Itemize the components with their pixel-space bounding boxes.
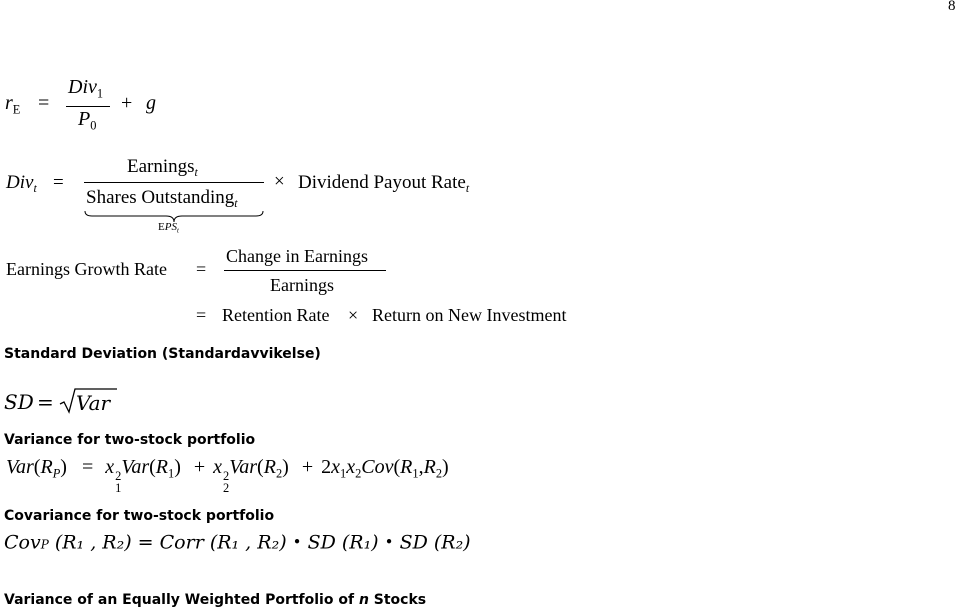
page-number: 8 (948, 0, 956, 14)
eq3-fraction-bar (224, 270, 386, 271)
bullet-2: • (384, 533, 394, 551)
sd-r1: SD (R₁) (307, 531, 379, 554)
r1-sub-b: 1 (412, 466, 419, 481)
eq3-lhs: Earnings Growth Rate (6, 259, 167, 279)
sd-r2: SD (R₂) (399, 531, 471, 554)
eq1-denominator-sub: 0 (90, 118, 97, 133)
cov-label: Cov (361, 456, 394, 478)
eq1-fraction-bar (66, 106, 110, 107)
eq3-numerator: Change in Earnings (226, 246, 368, 266)
covariance-heading: Covariance for two-stock portfolio (4, 508, 275, 524)
eq2-times: × (274, 171, 285, 192)
eq2-brace-label-e: E (158, 221, 165, 233)
eq1-numerator: Div (68, 76, 97, 98)
r2-sub-b: 2 (435, 466, 443, 481)
eq2-denominator: Shares Outstanding (86, 187, 235, 208)
r2-sub-a: 2 (275, 466, 283, 481)
r-symbol-4: R (400, 456, 413, 478)
r1-sub-a: 1 (168, 466, 175, 481)
cov-corr-expression: (R₁ , R₂) = Corr (R₁ , R₂) (54, 531, 287, 554)
equal-weight-heading-b: Stocks (368, 592, 427, 608)
x1-sub-b: 1 (339, 466, 347, 481)
r-symbol-2: R (155, 456, 168, 478)
eq2-brace-label-ps: PS (164, 221, 177, 233)
cov-sub-p: P (40, 537, 49, 552)
eq3-equals: = (196, 259, 207, 279)
eq2-rhs-sub: t (465, 182, 470, 196)
equation-dividend (0, 150, 520, 240)
eq2-brace-label-sub: t (176, 227, 179, 235)
x1-sub: 1 (115, 481, 122, 496)
bullet-1: • (292, 533, 302, 551)
equation-retention (0, 304, 620, 330)
eq4-times: × (348, 305, 359, 325)
sd-lhs: SD (4, 390, 34, 414)
eq2-lhs-sub: t (33, 182, 37, 196)
eq1-plus: + (121, 92, 133, 114)
equal-weight-heading (4, 592, 426, 608)
variance-formula: $Var(R_P) = x$ 2 1 $Var(R_1) + x$ 2 2 $Var(R_2) + 2x_1x_2Cov(R_1,R_2)$ (6, 456, 449, 496)
eq1-equals: = (38, 92, 50, 114)
eq1-denominator: P (78, 108, 91, 130)
equation-cost-of-equity (0, 72, 200, 142)
x-symbol-3: x (331, 456, 340, 478)
equation-earnings-growth (0, 244, 420, 300)
equal-weight-heading-a: Variance of an Equally Weighted Portfolio of (4, 592, 359, 608)
x-symbol-2: x (213, 456, 223, 478)
sd-formula (4, 388, 134, 418)
r-symbol-3: R (263, 456, 276, 478)
x1-power: 2 (115, 468, 122, 483)
eq1-growth: g (146, 92, 156, 114)
eq4-retention-rate: Retention Rate (222, 305, 330, 325)
x2-power: 2 (223, 468, 230, 483)
x-symbol-4: x (346, 456, 356, 478)
eq2-fraction-bar (84, 182, 264, 183)
eq2-equals: = (53, 172, 64, 193)
eq3-denominator: Earnings (270, 275, 334, 295)
r-symbol-1: R (40, 456, 53, 478)
r-symbol-5: R (423, 456, 436, 478)
eq2-numerator-sub: t (194, 166, 198, 180)
eq4-return-on-investment: Return on New Investment (372, 305, 567, 325)
eq2-rhs: Dividend Payout Rate (298, 172, 466, 193)
equal-weight-heading-n: n (358, 592, 369, 608)
x-symbol-1: x (105, 456, 115, 478)
variance-equals: = (81, 456, 94, 478)
eq1-lhs-sub: E (12, 102, 21, 117)
variance-plus-1: + (193, 456, 206, 478)
sd-rhs: Var (76, 391, 111, 415)
eq2-lhs: Div (6, 172, 34, 193)
sd-heading: Standard Deviation (Standardavvikelse) (4, 346, 321, 362)
var-label-2: Var (121, 456, 150, 478)
eq4-equals: = (196, 305, 207, 325)
r-sub-p: P (52, 466, 61, 481)
eq1-lhs-var: r (5, 92, 13, 114)
x2-sub-b: 2 (355, 466, 362, 481)
eq1-numerator-sub: 1 (96, 86, 104, 101)
x2-sub: 2 (223, 481, 230, 496)
cov-coefficient: 2 (321, 456, 332, 478)
eq2-numerator: Earnings (127, 156, 195, 177)
covariance-formula (4, 528, 471, 559)
eq2-denominator-sub: t (234, 197, 238, 211)
cov-symbol: Cov (4, 531, 41, 554)
var-label-3: Var (229, 456, 258, 478)
var-label-1: Var (6, 456, 34, 478)
variance-heading: Variance for two-stock portfolio (4, 432, 256, 448)
sd-equals: = (37, 390, 54, 414)
variance-plus-2: + (301, 456, 314, 478)
